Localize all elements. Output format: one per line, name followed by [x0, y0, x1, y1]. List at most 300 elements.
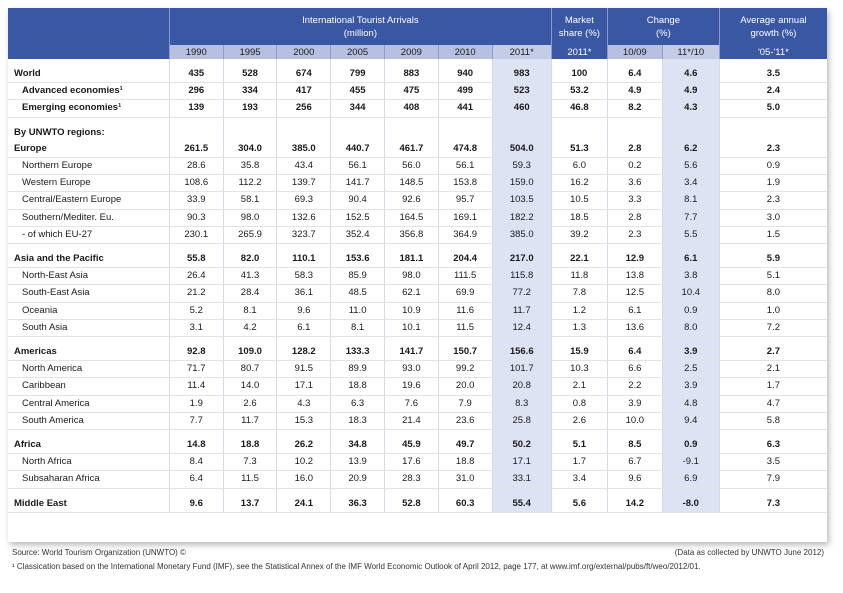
table-cell: 2.5	[662, 361, 719, 378]
table-cell: 103.5	[492, 192, 551, 209]
table-cell: 13.7	[223, 496, 277, 513]
table-cell: 4.7	[719, 395, 827, 412]
table-cell: 528	[223, 66, 277, 83]
table-cell: 20.8	[492, 378, 551, 395]
table-cell: 71.7	[169, 361, 223, 378]
footnote: ¹ Classication based on the International Monetary Fund (IMF), see the Statistical Annex of the IMF World Economic Outlook of April 2012, page 177, at www.imf.org/external/pubs/ft/weo/2012/01.	[12, 562, 701, 571]
table-cell: 16.0	[277, 471, 331, 488]
table-cell: 6.1	[607, 302, 662, 319]
table-row	[8, 251, 827, 268]
empty-cell	[662, 125, 719, 141]
table-cell: 2.8	[607, 141, 662, 158]
table-cell: 12.9	[607, 251, 662, 268]
spacer-cell	[169, 117, 223, 125]
spacer-cell	[719, 488, 827, 496]
table-cell: 674	[277, 66, 331, 83]
table-cell: 4.2	[223, 319, 277, 336]
table-cell: 230.1	[169, 226, 223, 243]
table-cell: 0.2	[607, 158, 662, 175]
table-row	[8, 66, 827, 83]
spacer-cell	[607, 244, 662, 252]
table-row	[8, 141, 827, 158]
subheader-change-10-09: 10/09	[607, 45, 662, 59]
subheader-share-year: 2011*	[551, 45, 607, 59]
table-cell: 940	[438, 66, 492, 83]
subheader-corner	[8, 45, 169, 59]
table-cell: 440.7	[331, 141, 385, 158]
table-cell: 8.5	[607, 437, 662, 454]
table-row	[8, 319, 827, 336]
table-cell: 148.5	[384, 175, 438, 192]
table-cell: 159.0	[492, 175, 551, 192]
table-cell: 11.8	[551, 268, 607, 285]
table-cell: 43.4	[277, 158, 331, 175]
table-cell: 93.0	[384, 361, 438, 378]
table-cell: 39.2	[551, 226, 607, 243]
row-label: Caribbean	[8, 378, 169, 395]
table-cell: 8.1	[331, 319, 385, 336]
table-cell: 7.3	[223, 454, 277, 471]
table-cell: 304.0	[223, 141, 277, 158]
row-label: Western Europe	[8, 175, 169, 192]
spacer-row	[8, 59, 827, 66]
spacer-cell	[551, 59, 607, 66]
table-cell: 45.9	[384, 437, 438, 454]
spacer-cell	[277, 337, 331, 345]
table-cell: 2.3	[719, 192, 827, 209]
table-cell: 4.6	[662, 66, 719, 83]
table-cell: 504.0	[492, 141, 551, 158]
table-cell: 31.0	[438, 471, 492, 488]
table-cell: 169.1	[438, 209, 492, 226]
empty-cell	[492, 125, 551, 141]
table-cell: 4.3	[662, 100, 719, 117]
table-cell: 13.8	[607, 268, 662, 285]
table-cell: 4.9	[662, 83, 719, 100]
spacer-cell	[169, 244, 223, 252]
table-cell: 6.3	[331, 395, 385, 412]
table-cell: 323.7	[277, 226, 331, 243]
row-label: North Africa	[8, 454, 169, 471]
table-cell: 8.1	[223, 302, 277, 319]
table-row	[8, 285, 827, 302]
table-cell: 3.3	[607, 192, 662, 209]
empty-cell	[277, 125, 331, 141]
table-cell: 11.7	[223, 412, 277, 429]
table-cell: 5.6	[551, 496, 607, 513]
table-cell: 128.2	[277, 344, 331, 361]
spacer-cell	[662, 244, 719, 252]
table-cell: 441	[438, 100, 492, 117]
table-cell: 364.9	[438, 226, 492, 243]
subheader-year: 1995	[223, 45, 277, 59]
table-row	[8, 395, 827, 412]
table-cell: 5.2	[169, 302, 223, 319]
subheader-change-11-10: 11*/10	[662, 45, 719, 59]
spacer-cell	[331, 117, 385, 125]
table-cell: 8.2	[607, 100, 662, 117]
empty-cell	[169, 125, 223, 141]
table-cell: 25.8	[492, 412, 551, 429]
table-row	[8, 496, 827, 513]
table-cell: 132.6	[277, 209, 331, 226]
header-avg-unit: growth (%)	[750, 27, 797, 39]
table-cell: 3.4	[662, 175, 719, 192]
table-cell: 385.0	[492, 226, 551, 243]
table-cell: 34.8	[331, 437, 385, 454]
spacer-row	[8, 337, 827, 345]
spacer-cell	[662, 430, 719, 438]
table-cell: 82.0	[223, 251, 277, 268]
table-cell: 48.5	[331, 285, 385, 302]
table-cell: 69.9	[438, 285, 492, 302]
table-cell: 17.6	[384, 454, 438, 471]
row-label: North America	[8, 361, 169, 378]
table-cell: 5.5	[662, 226, 719, 243]
spacer-cell	[438, 59, 492, 66]
table-cell: 417	[277, 83, 331, 100]
table-row	[8, 344, 827, 361]
table-cell: 26.4	[169, 268, 223, 285]
row-label: Americas	[8, 344, 169, 361]
spacer-cell	[384, 337, 438, 345]
table-cell: 90.3	[169, 209, 223, 226]
table-row	[8, 100, 827, 117]
table-cell: 10.3	[551, 361, 607, 378]
subheader-year: 2010	[438, 45, 492, 59]
table-cell: 8.1	[662, 192, 719, 209]
table-cell: 0.9	[719, 158, 827, 175]
table-cell: 3.9	[607, 395, 662, 412]
spacer-cell	[662, 488, 719, 496]
table-cell: 7.8	[551, 285, 607, 302]
table-cell: 2.3	[719, 141, 827, 158]
table-cell: 10.4	[662, 285, 719, 302]
table-cell: 475	[384, 83, 438, 100]
header-arrivals-title: International Tourist Arrivals	[302, 14, 419, 26]
spacer-cell	[438, 488, 492, 496]
table-cell: 139	[169, 100, 223, 117]
spacer-cell	[277, 430, 331, 438]
spacer-cell	[277, 117, 331, 125]
table-cell: 9.6	[169, 496, 223, 513]
table-cell: 11.5	[438, 319, 492, 336]
table-cell: 141.7	[384, 344, 438, 361]
table-cell: 11.6	[438, 302, 492, 319]
table-cell: 2.1	[551, 378, 607, 395]
section-heading: By UNWTO regions:	[14, 126, 105, 138]
table-cell: 133.3	[331, 344, 385, 361]
spacer-cell	[223, 117, 277, 125]
table-cell: 2.6	[551, 412, 607, 429]
table-cell: 80.7	[223, 361, 277, 378]
table-cell: 50.2	[492, 437, 551, 454]
spacer-row	[8, 244, 827, 252]
table-cell: 26.2	[277, 437, 331, 454]
table-cell: 56.1	[331, 158, 385, 175]
table-cell: 6.1	[277, 319, 331, 336]
table-cell: 204.4	[438, 251, 492, 268]
subheader-year: 2000	[277, 45, 331, 59]
table-cell: 60.3	[438, 496, 492, 513]
table-cell: 5.9	[719, 251, 827, 268]
table-row	[8, 175, 827, 192]
table-cell: 7.2	[719, 319, 827, 336]
table-row	[8, 437, 827, 454]
table-cell: 99.2	[438, 361, 492, 378]
table-cell: 23.6	[438, 412, 492, 429]
spacer-cell	[384, 488, 438, 496]
table-cell: 52.8	[384, 496, 438, 513]
spacer-cell	[607, 337, 662, 345]
table-cell: 12.5	[607, 285, 662, 302]
table-cell: 139.7	[277, 175, 331, 192]
table-cell: 110.1	[277, 251, 331, 268]
table-cell: 5.1	[719, 268, 827, 285]
table-cell: 1.3	[551, 319, 607, 336]
table-cell: 53.2	[551, 83, 607, 100]
table-cell: 5.0	[719, 100, 827, 117]
spacer-cell	[384, 430, 438, 438]
table-cell: 296	[169, 83, 223, 100]
table-cell: 22.1	[551, 251, 607, 268]
spacer-cell	[8, 59, 169, 66]
table-cell: 3.6	[607, 175, 662, 192]
table-cell: 1.7	[551, 454, 607, 471]
table-cell: 20.0	[438, 378, 492, 395]
table-row	[8, 361, 827, 378]
spacer-cell	[438, 430, 492, 438]
header-market-share	[551, 8, 607, 45]
table-cell: 10.0	[607, 412, 662, 429]
spacer-cell	[169, 337, 223, 345]
empty-cell	[607, 125, 662, 141]
table-cell: 15.9	[551, 344, 607, 361]
row-label: Central/Eastern Europe	[8, 192, 169, 209]
spacer-cell	[223, 488, 277, 496]
table-cell: 51.3	[551, 141, 607, 158]
table-cell: 6.3	[719, 437, 827, 454]
table-row	[8, 83, 827, 100]
header-arrivals-unit: (million)	[343, 27, 377, 39]
table-cell: 36.3	[331, 496, 385, 513]
table-cell: 10.5	[551, 192, 607, 209]
row-label: South America	[8, 412, 169, 429]
table-cell: 35.8	[223, 158, 277, 175]
spacer-cell	[223, 430, 277, 438]
table-cell: 21.2	[169, 285, 223, 302]
table-cell: 152.5	[331, 209, 385, 226]
spacer-cell	[8, 244, 169, 252]
table-cell: 181.1	[384, 251, 438, 268]
table-cell: 3.0	[719, 209, 827, 226]
section-heading-row	[8, 125, 827, 141]
row-label: Advanced economies¹	[8, 83, 169, 100]
table-cell: 344	[331, 100, 385, 117]
spacer-cell	[551, 430, 607, 438]
table-cell: 356.8	[384, 226, 438, 243]
spacer-cell	[492, 337, 551, 345]
table-cell: 2.6	[223, 395, 277, 412]
table-cell: 3.9	[662, 344, 719, 361]
table-cell: 92.6	[384, 192, 438, 209]
row-label: South-East Asia	[8, 285, 169, 302]
spacer-cell	[8, 337, 169, 345]
table-cell: 8.0	[719, 285, 827, 302]
spacer-cell	[384, 244, 438, 252]
row-label: Southern/Mediter. Eu.	[8, 209, 169, 226]
table-cell: 92.8	[169, 344, 223, 361]
table-frame	[8, 8, 827, 542]
spacer-cell	[331, 337, 385, 345]
table-cell: 108.6	[169, 175, 223, 192]
table-row	[8, 471, 827, 488]
header-change	[607, 8, 719, 45]
spacer-cell	[551, 337, 607, 345]
table-cell: 58.1	[223, 192, 277, 209]
table-cell: 7.9	[438, 395, 492, 412]
spacer-cell	[8, 430, 169, 438]
empty-cell	[438, 125, 492, 141]
table-cell: 11.0	[331, 302, 385, 319]
spacer-cell	[331, 430, 385, 438]
table-cell: 8.0	[662, 319, 719, 336]
table-cell: 1.7	[719, 378, 827, 395]
table-cell: 55.8	[169, 251, 223, 268]
spacer-cell	[551, 117, 607, 125]
row-label: Europe	[8, 141, 169, 158]
table-cell: 352.4	[331, 226, 385, 243]
table-cell: 164.5	[384, 209, 438, 226]
row-label: Subsaharan Africa	[8, 471, 169, 488]
row-label: North-East Asia	[8, 268, 169, 285]
table-cell: 14.2	[607, 496, 662, 513]
table-cell: 18.8	[438, 454, 492, 471]
tourism-arrivals-table	[8, 8, 827, 513]
table-cell: 6.6	[607, 361, 662, 378]
table-cell: 6.2	[662, 141, 719, 158]
row-label: Oceania	[8, 302, 169, 319]
table-cell: 36.1	[277, 285, 331, 302]
table-cell: 91.5	[277, 361, 331, 378]
row-label: Asia and the Pacific	[8, 251, 169, 268]
row-label: South Asia	[8, 319, 169, 336]
spacer-cell	[331, 244, 385, 252]
empty-cell	[719, 125, 827, 141]
header-share-unit: share (%)	[558, 27, 600, 39]
table-row	[8, 302, 827, 319]
table-cell: 14.8	[169, 437, 223, 454]
table-cell: 55.4	[492, 496, 551, 513]
spacer-cell	[662, 59, 719, 66]
table-cell: -8.0	[662, 496, 719, 513]
table-row	[8, 226, 827, 243]
empty-cell	[223, 125, 277, 141]
table-cell: 18.3	[331, 412, 385, 429]
row-label: Central America	[8, 395, 169, 412]
table-cell: 10.2	[277, 454, 331, 471]
table-cell: 6.4	[169, 471, 223, 488]
table-cell: 334	[223, 83, 277, 100]
spacer-cell	[719, 117, 827, 125]
row-label: - of which EU-27	[8, 226, 169, 243]
table-cell: 11.7	[492, 302, 551, 319]
header-change-title: Change	[646, 14, 680, 26]
table-cell: 3.5	[719, 454, 827, 471]
table-cell: 7.7	[662, 209, 719, 226]
spacer-cell	[169, 59, 223, 66]
subheader-year: 2009	[384, 45, 438, 59]
table-cell: 7.9	[719, 471, 827, 488]
table-cell: 14.0	[223, 378, 277, 395]
spacer-cell	[492, 117, 551, 125]
table-cell: 883	[384, 66, 438, 83]
table-row	[8, 412, 827, 429]
header-avg-growth	[719, 8, 827, 45]
header-arrivals	[169, 8, 551, 45]
subheader-year-2011: 2011*	[492, 45, 551, 59]
table-cell: 85.9	[331, 268, 385, 285]
table-cell: 19.6	[384, 378, 438, 395]
table-header	[8, 8, 827, 59]
table-cell: 18.8	[331, 378, 385, 395]
spacer-cell	[719, 244, 827, 252]
table-cell: 17.1	[277, 378, 331, 395]
table-cell: 1.9	[719, 175, 827, 192]
table-cell: 56.1	[438, 158, 492, 175]
table-cell: -9.1	[662, 454, 719, 471]
spacer-cell	[607, 117, 662, 125]
table-cell: 62.1	[384, 285, 438, 302]
table-cell: 9.6	[607, 471, 662, 488]
table-cell: 12.4	[492, 319, 551, 336]
table-cell: 115.8	[492, 268, 551, 285]
table-cell: 435	[169, 66, 223, 83]
spacer-cell	[223, 59, 277, 66]
table-cell: 111.5	[438, 268, 492, 285]
spacer-cell	[331, 59, 385, 66]
table-cell: 13.6	[607, 319, 662, 336]
table-cell: 261.5	[169, 141, 223, 158]
table-cell: 799	[331, 66, 385, 83]
table-cell: 153.8	[438, 175, 492, 192]
table-cell: 58.3	[277, 268, 331, 285]
spacer-cell	[8, 488, 169, 496]
table-cell: 2.2	[607, 378, 662, 395]
spacer-cell	[331, 488, 385, 496]
spacer-cell	[719, 430, 827, 438]
spacer-cell	[719, 59, 827, 66]
spacer-cell	[607, 488, 662, 496]
table-cell: 16.2	[551, 175, 607, 192]
table-cell: 18.5	[551, 209, 607, 226]
table-cell: 217.0	[492, 251, 551, 268]
table-cell: 18.8	[223, 437, 277, 454]
table-cell: 1.2	[551, 302, 607, 319]
row-label: Middle East	[8, 496, 169, 513]
table-cell: 460	[492, 100, 551, 117]
header-share-title: Market	[564, 14, 594, 26]
row-label: World	[8, 66, 169, 83]
table-cell: 112.2	[223, 175, 277, 192]
table-cell: 9.4	[662, 412, 719, 429]
spacer-cell	[8, 117, 169, 125]
table-row	[8, 158, 827, 175]
table-cell: 141.7	[331, 175, 385, 192]
empty-cell	[384, 125, 438, 141]
table-cell: 46.8	[551, 100, 607, 117]
spacer-cell	[277, 488, 331, 496]
